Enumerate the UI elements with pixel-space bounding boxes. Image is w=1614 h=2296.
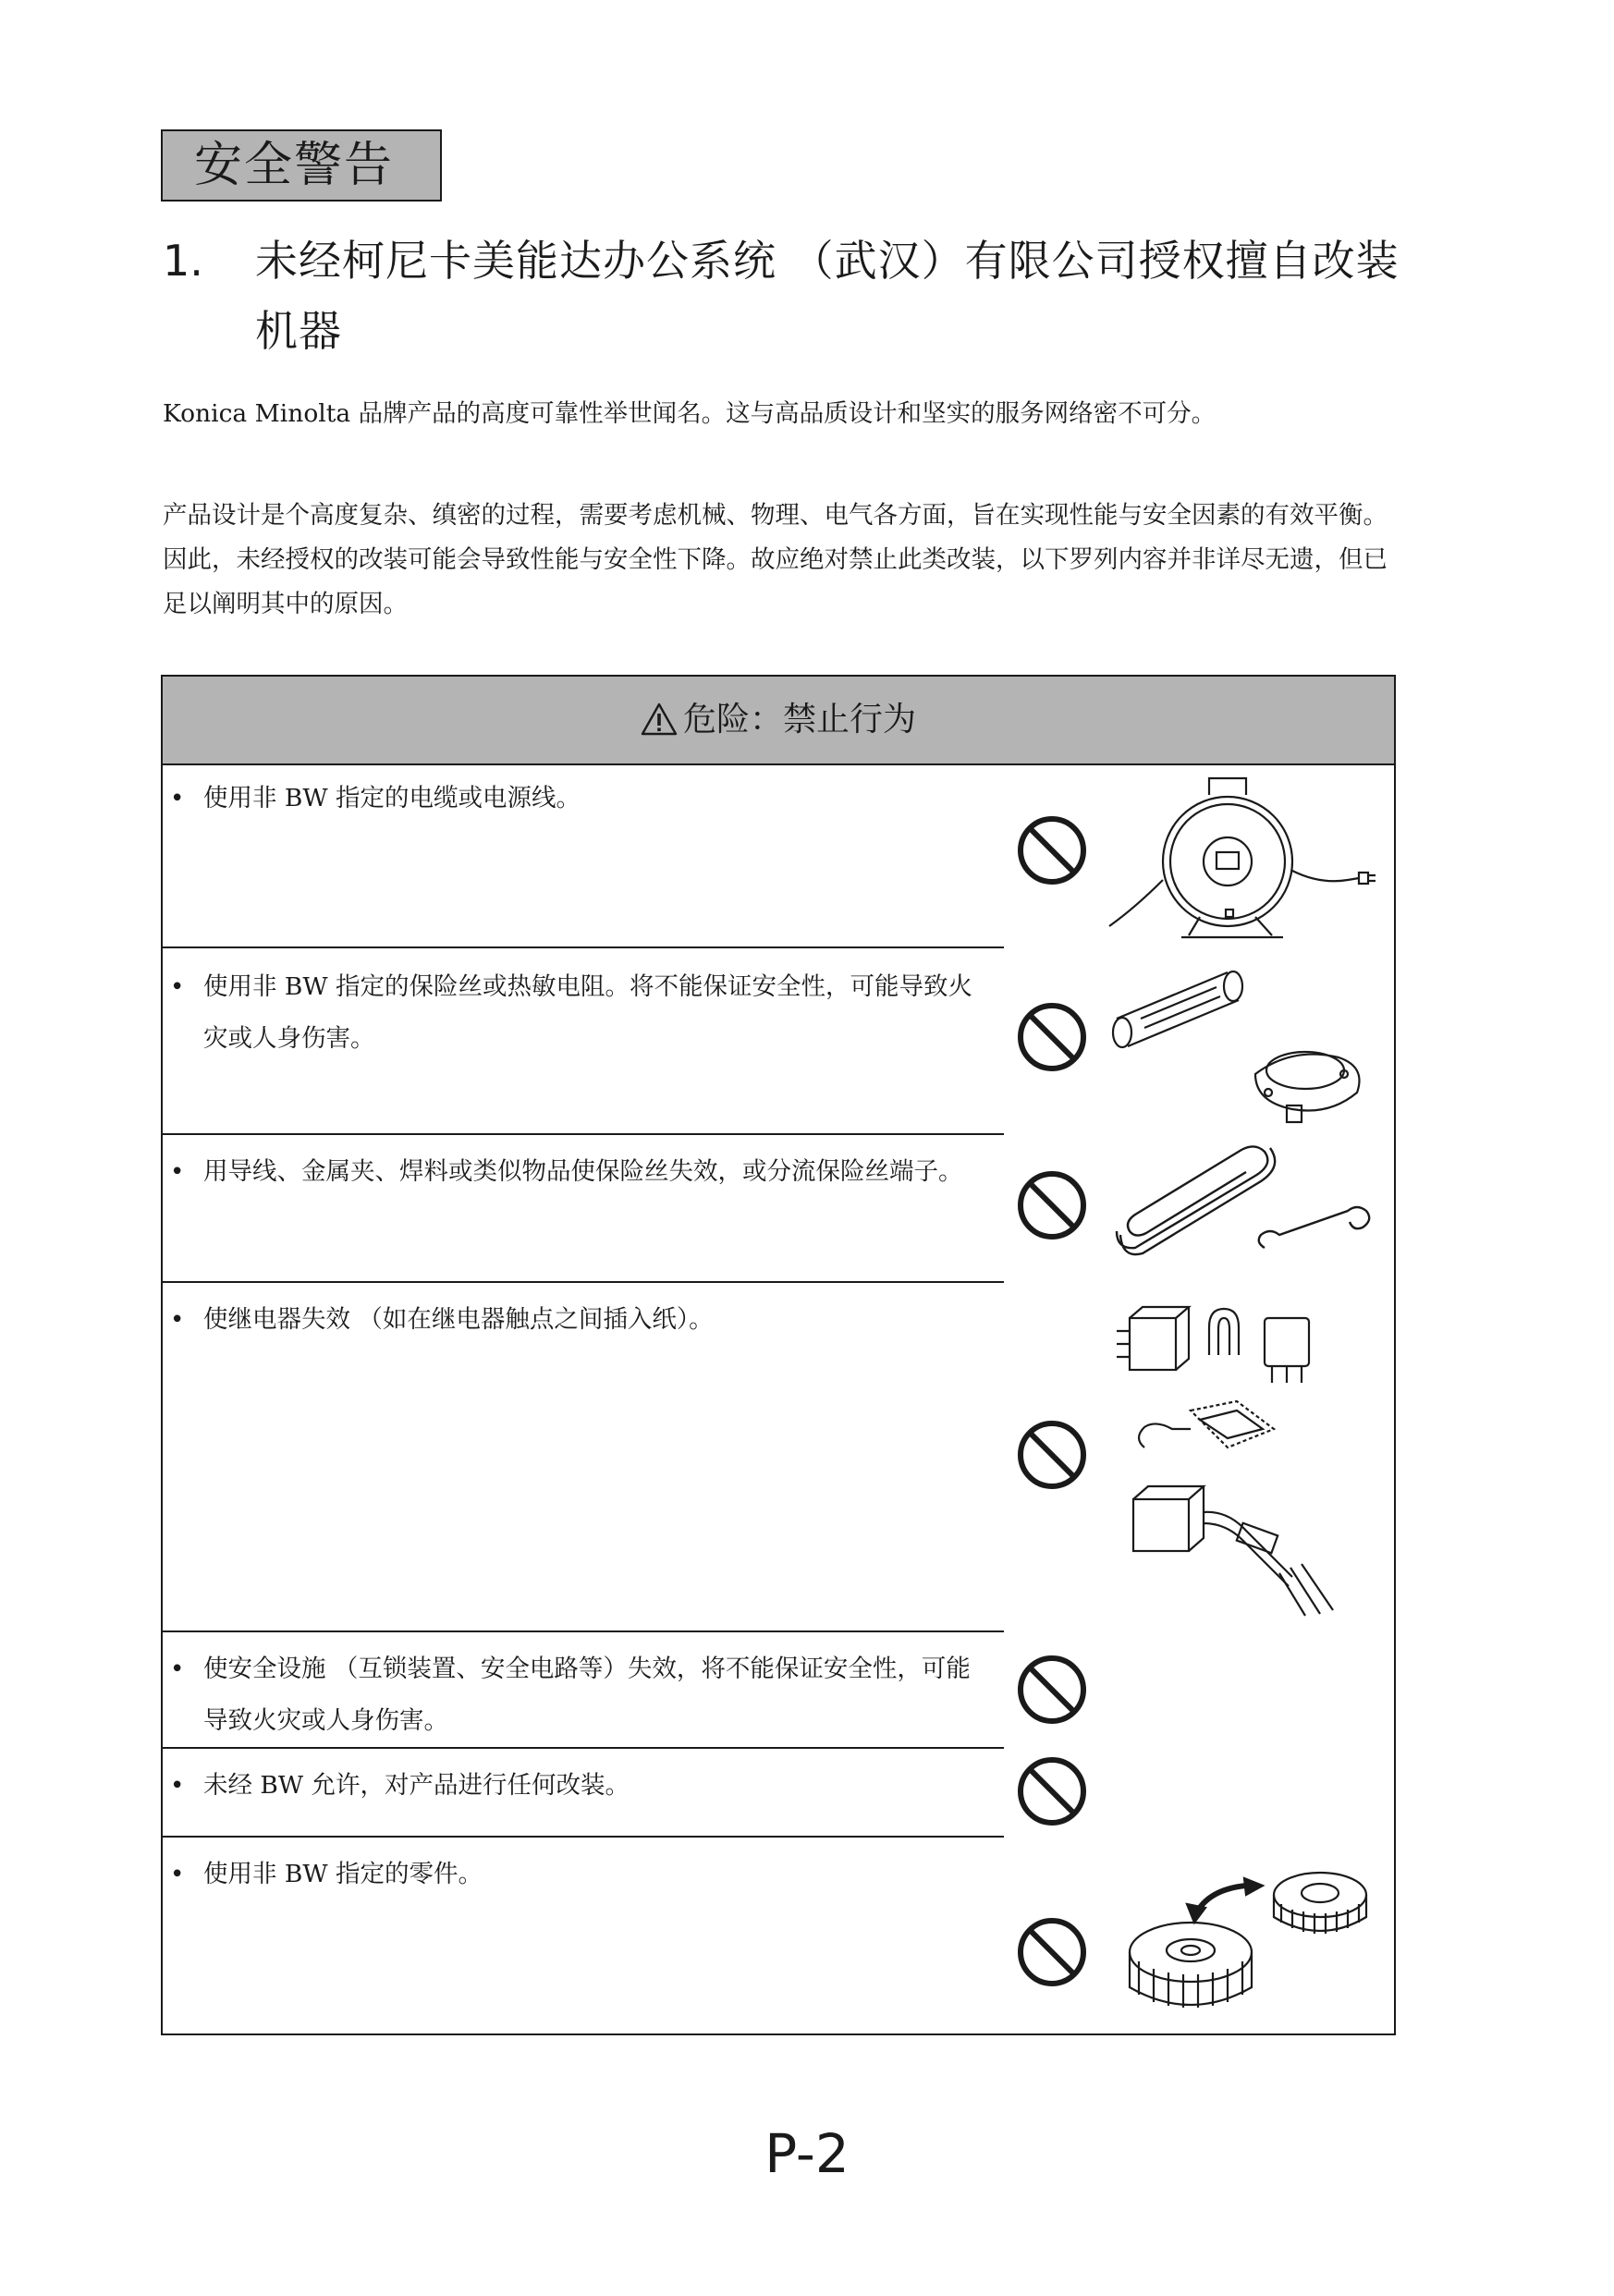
cable-reel-icon [1107,769,1385,945]
prohibition-icon [1015,1915,1089,1989]
bullet: • [170,1306,185,1334]
danger-row-text: 使安全设施 （互锁装置、安全电路等）失效，将不能保证安全性，可能导致火灾或人身伤害。 [203,1655,971,1735]
prohibition-icon [1015,1754,1089,1828]
intro-paragraph-1: Konica Minolta 品牌产品的高度可靠性举世闻名。这与高品质设计和坚实的服务网络密不可分。 [163,399,1217,428]
bullet: • [170,1158,185,1186]
relay-parts-icon [1107,1290,1385,1623]
bullet: • [170,785,185,812]
prohibition-icon [1015,813,1089,887]
prohibition-icon [1015,1000,1089,1074]
prohibition-icon [1015,1653,1089,1727]
danger-table [161,675,1396,2035]
fuse-thermistor-icon [1107,954,1385,1130]
bullet: • [170,1655,185,1683]
bullet: • [170,1861,185,1888]
prohibition-icon [1015,1418,1089,1492]
danger-row-text: 使用非 BW 指定的零件。 [203,1860,483,1888]
intro-paragraph-2: 产品设计是个高度复杂、缜密的过程，需要考虑机械、物理、电气各方面，旨在实现性能与安全因素的有效平衡。因此，未经授权的改装可能会导致性能与安全性下降。故应绝对禁止此类改装，以下罗列内容并非详尽无遗，但已足以阐明其中的原因。 [163,501,1388,618]
heading-number: 1. [163,236,203,286]
danger-row-text: 使继电器失效 （如在继电器触点之间插入纸）。 [203,1305,714,1334]
section-heading [163,226,1420,366]
row-divider [163,1133,1004,1135]
page-number: P-2 [764,2122,850,2185]
gears-icon [1107,1849,1385,2033]
danger-row-text: 用导线、金属夹、焊料或类似物品使保险丝失效，或分流保险丝端子。 [203,1157,963,1186]
row-divider [163,1630,1004,1632]
paper-clip-wire-icon [1107,1139,1385,1277]
row-divider [163,1836,1004,1838]
danger-row-text: 使用非 BW 指定的电缆或电源线。 [203,784,581,812]
danger-row-text: 未经 BW 允许，对产品进行任何改装。 [203,1771,630,1800]
heading-title: 未经柯尼卡美能达办公系统 （武汉）有限公司授权擅自改装机器 [255,236,1400,356]
row-divider [163,1281,1004,1283]
warning-triangle-icon [641,682,678,769]
bullet: • [170,973,185,1001]
danger-table-title: 危险：禁止行为 [682,701,916,739]
row-divider [163,1747,1004,1749]
row-divider [163,946,1004,948]
danger-table-header [163,677,1394,765]
section-tag: 安全警告 [161,129,442,202]
danger-row-text: 使用非 BW 指定的保险丝或热敏电阻。将不能保证安全性，可能导致火灾或人身伤害。 [203,972,973,1053]
bullet: • [170,1772,185,1800]
prohibition-icon [1015,1168,1089,1242]
